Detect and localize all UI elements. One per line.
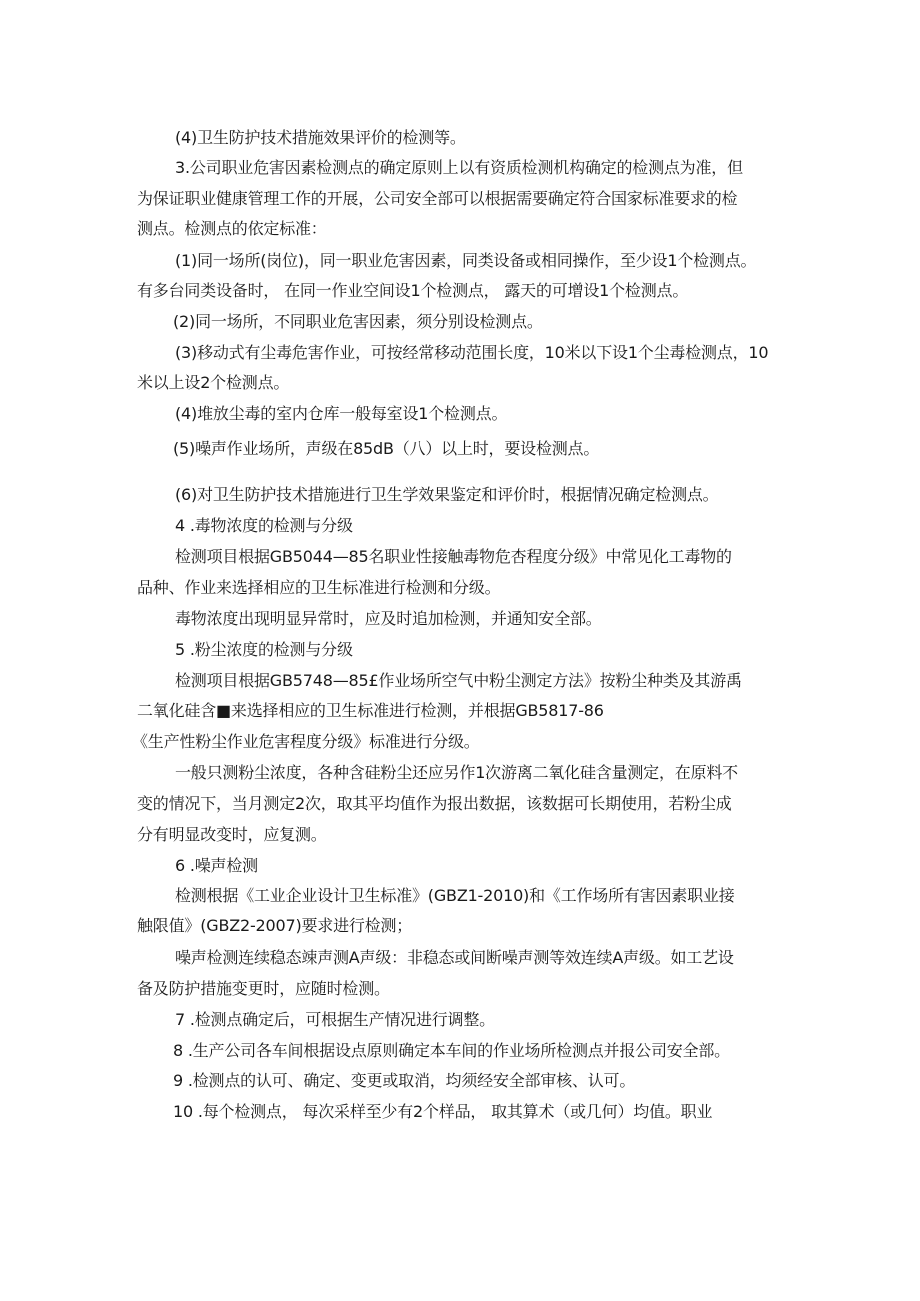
text-line: (4)卫生防护技术措施效果评价的检测等。 bbox=[175, 128, 466, 147]
text-line: (4)堆放尘毒的室内仓库一般每室设1个检测点。 bbox=[175, 404, 508, 423]
section-heading: 5 .粉尘浓度的检测与分级 bbox=[175, 640, 353, 659]
section-heading: 10 .每个检测点， 每次采样至少有2个样品， 取其算术（或几何）均值。职业 bbox=[173, 1102, 713, 1121]
text-line: 品种、作业来选择相应的卫生标准进行检测和分级。 bbox=[137, 578, 501, 597]
text-line: 噪声检测连续稳态竦声测A声级：非稳态或间断噪声测等效连续A声级。如工艺设 bbox=[175, 948, 734, 967]
text-line: (5)噪声作业场所，声级在85dB（八）以上时，要设检测点。 bbox=[173, 439, 600, 458]
text-line: 检测根据《工业企业设计卫生标准》(GBZ1-2010)和《工作场所有害因素职业接 bbox=[175, 886, 735, 905]
text-line: 3.公司职业危害因素检测点的确定原则上以有资质检测机构确定的检测点为准，但 bbox=[175, 158, 743, 177]
text-line: (2)同一场所，不同职业危害因素，须分别设检测点。 bbox=[173, 312, 543, 331]
text-line: (3)移动式有尘毒危害作业，可按经常移动范围长度，10米以下设1个尘毒检测点，10 bbox=[175, 343, 769, 362]
text-line: 备及防护措施变更时，应随时检测。 bbox=[137, 979, 390, 998]
text-line: 变的情况下，当月测定2次，取其平均值作为报出数据，该数据可长期使用，若粉尘成 bbox=[137, 794, 732, 813]
section-heading: 4 .毒物浓度的检测与分级 bbox=[175, 516, 353, 535]
section-heading: 6 .噪声检测 bbox=[175, 856, 258, 875]
text-line: 为保证职业健康管理工作的开展，公司安全部可以根据需要确定符合国家标准要求的检 bbox=[137, 189, 738, 208]
text-line: 一般只测粉尘浓度，各种含硅粉尘还应另作1次游离二氧化硅含量测定，在原料不 bbox=[175, 763, 738, 782]
text-line: 检测项目根据GB5748—85£作业场所空气中粉尘测定方法》按粉尘种类及其游禹 bbox=[175, 671, 742, 690]
text-line: 毒物浓度出现明显异常时，应及时追加检测，并通知安全部。 bbox=[175, 609, 602, 628]
text-line: 测点。检测点的依定标准： bbox=[137, 219, 327, 238]
section-heading: 7 .检测点确定后，可根据生产情况进行调整。 bbox=[175, 1010, 495, 1029]
text-line: (1)同一场所(岗位)，同一职业危害因素，同类设备或相同操作，至少设1个检测点。 bbox=[175, 251, 757, 270]
section-heading: 8 .生产公司各车间根据设点原则确定本车间的作业场所检测点并报公司安全部。 bbox=[173, 1041, 730, 1060]
text-line: 《生产性粉尘作业危害程度分级》标准进行分级。 bbox=[132, 732, 480, 751]
text-line: 有多台同类设备时， 在同一作业空间设1个检测点， 露天的可增设1个检测点。 bbox=[137, 281, 689, 300]
text-line: (6)对卫生防护技术措施进行卫生学效果鉴定和评价时，根据情况确定检测点。 bbox=[175, 485, 719, 504]
text-line: 米以上设2个检测点。 bbox=[137, 373, 290, 392]
text-line: 二氧化硅含■来选择相应的卫生标准进行检测，并根据GB5817-86 bbox=[137, 701, 604, 720]
text-line: 检测项目根据GB5044—85名职业性接触毒物危杏程度分级》中常见化工毒物的 bbox=[175, 547, 732, 566]
text-line: 分有明显改变时，应复测。 bbox=[137, 825, 327, 844]
section-heading: 9 .检测点的认可、确定、变更或取消，均须经安全部审核、认可。 bbox=[173, 1071, 636, 1090]
text-line: 触限值》(GBZ2-2007)要求进行检测； bbox=[137, 916, 413, 935]
